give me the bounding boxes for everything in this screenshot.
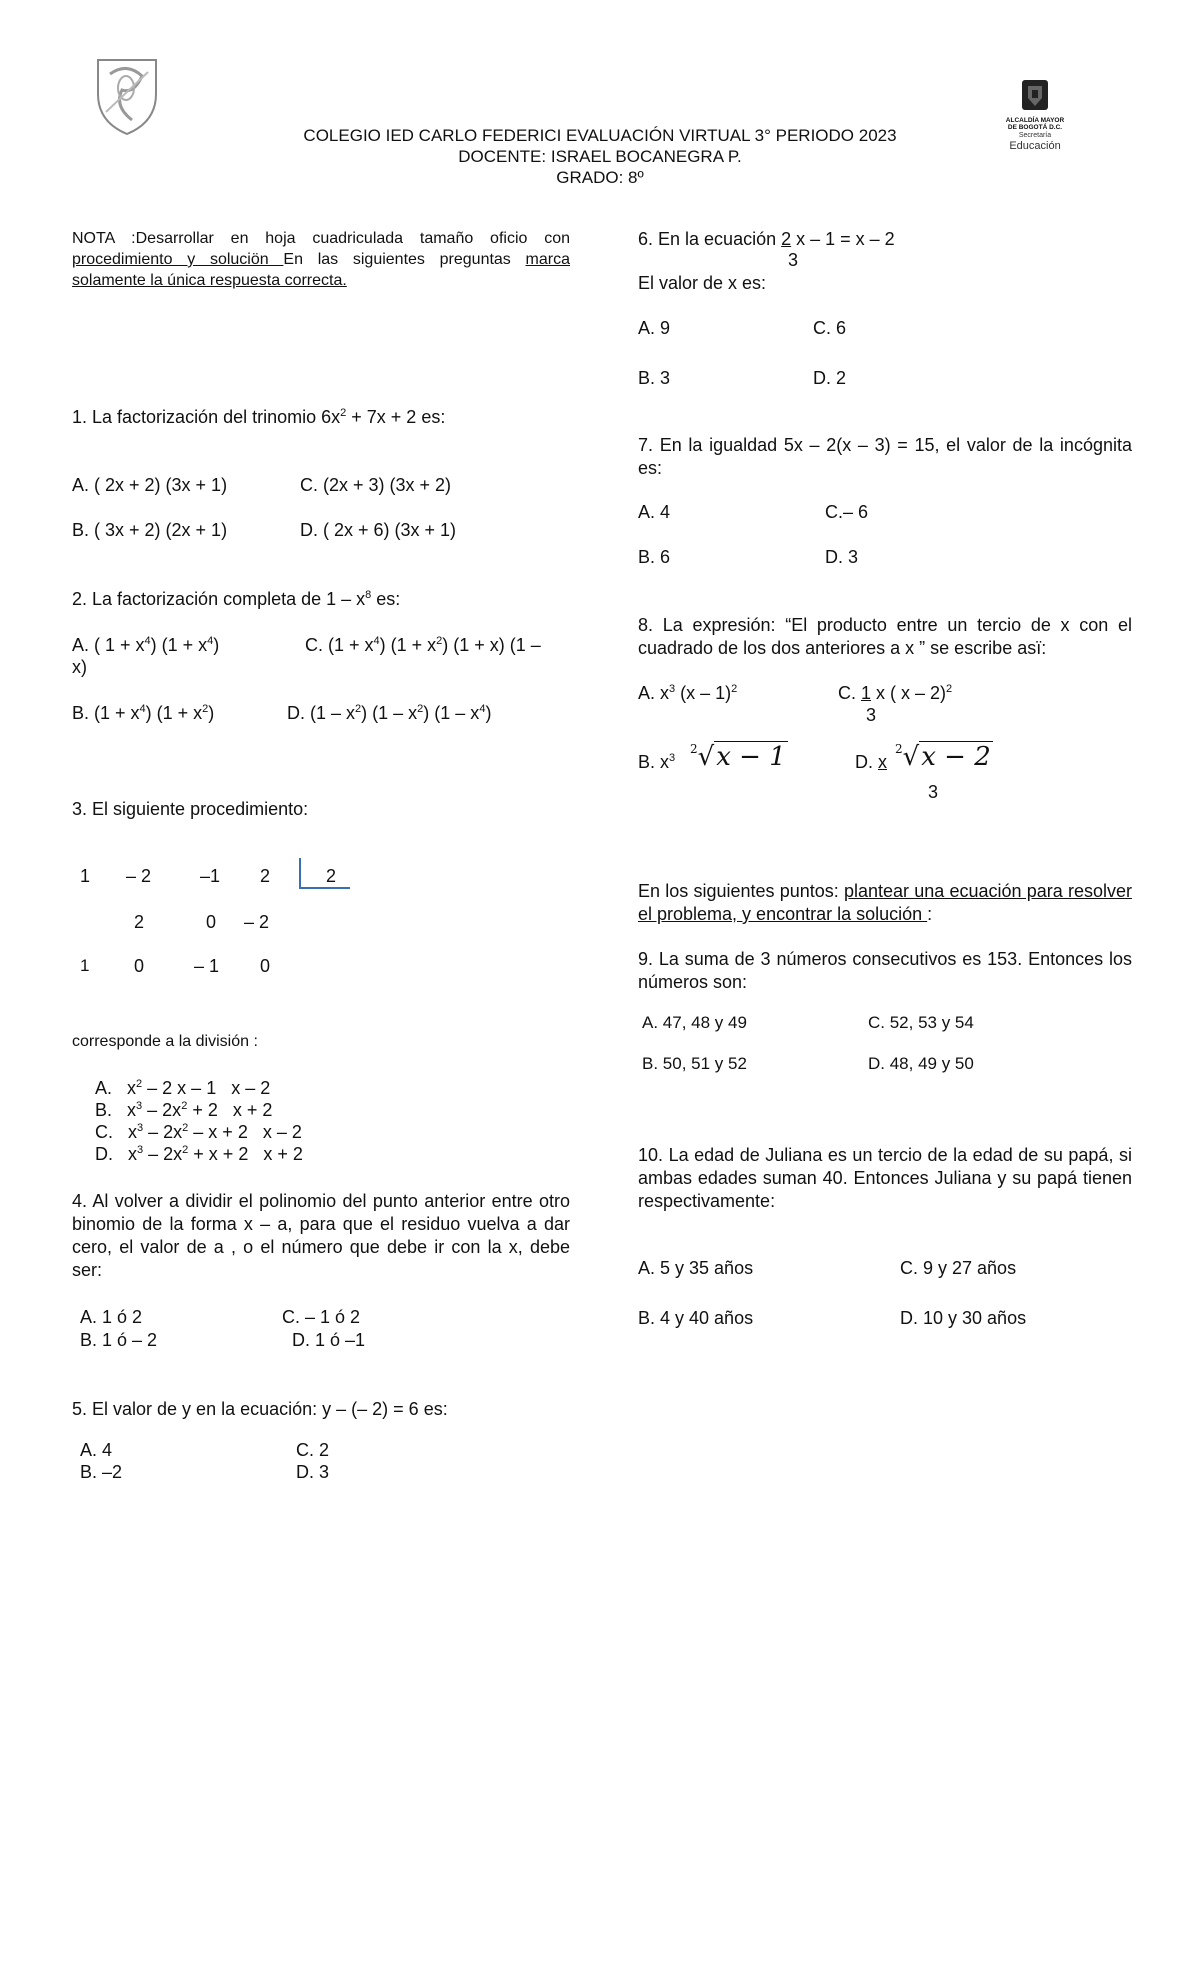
q5-option-b[interactable]: B. –2 (80, 1462, 123, 1482)
q10-option-d[interactable]: D. 10 y 30 años (900, 1308, 1027, 1328)
question-7: 7. En la igualdad 5x – 2(x – 3) = 15, el valor de la incógnita es: (638, 435, 1132, 478)
synth-r3-c4: 0 (260, 956, 271, 976)
problem-instructions: En los siguientes puntos: plantear una ecuación para resolver el problema, y encontrar la solución : (638, 881, 1132, 924)
q1-stem: 1. La factorización del trinomio 6x (72, 407, 341, 427)
q7-option-b[interactable]: B. 6 (638, 547, 671, 567)
q7-option-c[interactable]: C.– 6 (825, 502, 869, 522)
q2-exp: 8 (365, 589, 372, 601)
synth-r2-c1: 2 (134, 912, 145, 932)
synth-r1-c2: – 2 (126, 866, 152, 886)
q6-option-d[interactable]: D. 2 (813, 368, 847, 388)
q8-option-c[interactable]: C. 1 x ( x – 2)$^2$ (838, 683, 953, 703)
q9-option-a[interactable]: A. 47, 48 y 49 (642, 1013, 747, 1032)
q4-option-a[interactable]: A. 1 ó 2 (80, 1307, 143, 1327)
synth-r1-c1: 1 (80, 866, 91, 886)
q5-option-d[interactable]: D. 3 (296, 1462, 330, 1482)
q1-option-b[interactable]: B. ( 3x + 2) (2x + 1) (72, 520, 228, 540)
question-3: 3. El siguiente procedimiento: (72, 799, 309, 819)
q2-option-b[interactable]: B. $(1 + x^4)$ $(1 + x^2)$ (72, 703, 215, 723)
question-2 (72, 588, 400, 611)
q10-option-c[interactable]: C. 9 y 27 años (900, 1258, 1017, 1278)
q3-option-d[interactable]: D. $x^3 - 2x^2 + x + 2$ x + 2 (95, 1144, 303, 1164)
header-school-title: COLEGIO IED CARLO FEDERICI EVALUACIÓN VIRTUAL 3° PERIODO 2023 (303, 126, 897, 145)
synth-r1-c3: –1 (200, 866, 221, 886)
q8-option-a[interactable]: A. $x^3$ (x – 1)$^2$ (638, 683, 738, 703)
q8-d-denominator: 3 (928, 782, 939, 802)
q1-option-c[interactable]: C. (2x + 3) (3x + 2) (300, 475, 452, 495)
q8-c-denominator: 3 (866, 705, 877, 725)
q6-stem2: El valor de x es: (638, 273, 767, 293)
q3-option-b[interactable]: B. $x^3 - 2x^2 + 2$ x + 2 (95, 1100, 273, 1120)
q6-option-c[interactable]: C. 6 (813, 318, 847, 338)
q6-option-b[interactable]: B. 3 (638, 368, 671, 388)
note-text-1: NOTA :Desarrollar en hoja cuadriculada tamaño oficio con (72, 230, 570, 247)
q2-option-c[interactable]: C. $(1 + x^4)$ $(1 + x^2)$ (1 + x) (1 – (305, 635, 541, 655)
q1-exp: 2 (340, 407, 347, 419)
logo-line-3: Secretaría (1018, 132, 1052, 139)
synth-r2-c3: – 2 (244, 912, 270, 932)
q4-option-b[interactable]: B. 1 ó – 2 (80, 1330, 158, 1350)
coat-of-arms-icon (1018, 78, 1052, 112)
q10-option-a[interactable]: A. 5 y 35 años (638, 1258, 754, 1278)
question-8: 8. La expresión: “El producto entre un tercio de x con el cuadrado de los dos anteriores a x ” se escribe asï: (638, 615, 1132, 658)
q9-option-d[interactable]: D. 48, 49 y 50 (868, 1054, 974, 1073)
header-teacher: DOCENTE: ISRAEL BOCANEGRA P. (458, 147, 742, 166)
q2-option-c-wrap: x) (72, 657, 87, 677)
q2-option-d[interactable]: D. $(1 - x^2)$ $(1 - x^2)$ $(1 - x^4)$ (287, 703, 492, 723)
q6-denominator: 3 (788, 250, 799, 270)
question-4: 4. Al volver a dividir el polinomio del punto anterior entre otro binomio de la forma x – a, para que el residuo vuelva a dar cero, el valor de a , o el número que debe ir con la x, debe ser: (72, 1191, 570, 1280)
question-10: 10. La edad de Juliana es un tercio de la edad de su papá, si ambas edades suman 40. Entonces Juliana y su papá tienen respectivamente: (638, 1145, 1132, 1211)
synth-divisor: 2 (326, 866, 337, 886)
q1-option-a[interactable]: A. ( 2x + 2) (3x + 1) (72, 475, 228, 495)
q8-option-d[interactable]: D. x (855, 752, 888, 772)
q2-stem-end: es: (371, 589, 401, 609)
q6-numerator: 2 (781, 229, 792, 249)
logo-line-1: ALCALDÍA MAYOR (1005, 117, 1065, 124)
synth-r3-c3: – 1 (194, 956, 220, 976)
q4-option-c[interactable]: C. – 1 ó 2 (282, 1307, 361, 1327)
question-9: 9. La suma de 3 números consecutivos es 153. Entonces los números son: (638, 949, 1132, 992)
q10-option-b[interactable]: B. 4 y 40 años (638, 1308, 754, 1328)
question-5: 5. El valor de y en la ecuación: y – (– 2) = 6 es: (72, 1399, 448, 1419)
note-text-4: marca solamente la única respuesta correcta. (72, 251, 570, 289)
synth-r3-c2: 0 (134, 956, 145, 976)
q8-d-radical: $^2$√x − 2 (895, 742, 991, 772)
q7-option-a[interactable]: A. 4 (638, 502, 671, 522)
q5-option-a[interactable]: A. 4 (80, 1440, 113, 1460)
q3-option-a[interactable]: A. $x^2 - 2$ x – 1 x – 2 (95, 1078, 271, 1098)
instructions-note (72, 228, 570, 291)
synth-r3-c1: 1 (80, 956, 90, 975)
header-grade: GRADO: 8º (556, 168, 644, 187)
synth-r2-c2: 0 (206, 912, 217, 932)
q3-tail: corresponde a la división : (72, 1033, 258, 1050)
logo-line-2: DE BOGOTÁ D.C. (1007, 124, 1063, 131)
note-text-2: procedimiento y soluciön (72, 251, 284, 268)
logo-line-4: Educación (1009, 140, 1061, 152)
q1-option-d[interactable]: D. ( 2x + 6) (3x + 1) (300, 520, 457, 540)
question-6: 6. En la ecuación 2 x – 1 = x – 2 (638, 229, 895, 249)
q7-option-d[interactable]: D. 3 (825, 547, 859, 567)
question-1 (72, 406, 445, 429)
q2-option-a[interactable]: A. ( $1 + x^4$) $(1 + x^4)$ (72, 635, 220, 655)
note-text-3: En las siguientes preguntas (283, 251, 526, 268)
q8-b-radical: $^2$√x − 1 (690, 742, 786, 772)
q4-option-d[interactable]: D. 1 ó –1 (292, 1330, 366, 1350)
q9-option-b[interactable]: B. 50, 51 y 52 (642, 1054, 747, 1073)
q1-stem-end: + 7x + 2 es: (346, 407, 446, 427)
q5-option-c[interactable]: C. 2 (296, 1440, 330, 1460)
synth-bracket (298, 856, 352, 892)
q3-option-c[interactable]: C. $x^3 - 2x^2 - x + 2$ x – 2 (95, 1122, 302, 1142)
q8-option-b[interactable]: B. $x^3$ (638, 752, 676, 772)
q9-option-c[interactable]: C. 52, 53 y 54 (868, 1013, 974, 1032)
school-crest-logo (92, 54, 162, 136)
q6-option-a[interactable]: A. 9 (638, 318, 671, 338)
synth-r1-c4: 2 (260, 866, 271, 886)
q2-stem: 2. La factorización completa de 1 – x (72, 589, 366, 609)
